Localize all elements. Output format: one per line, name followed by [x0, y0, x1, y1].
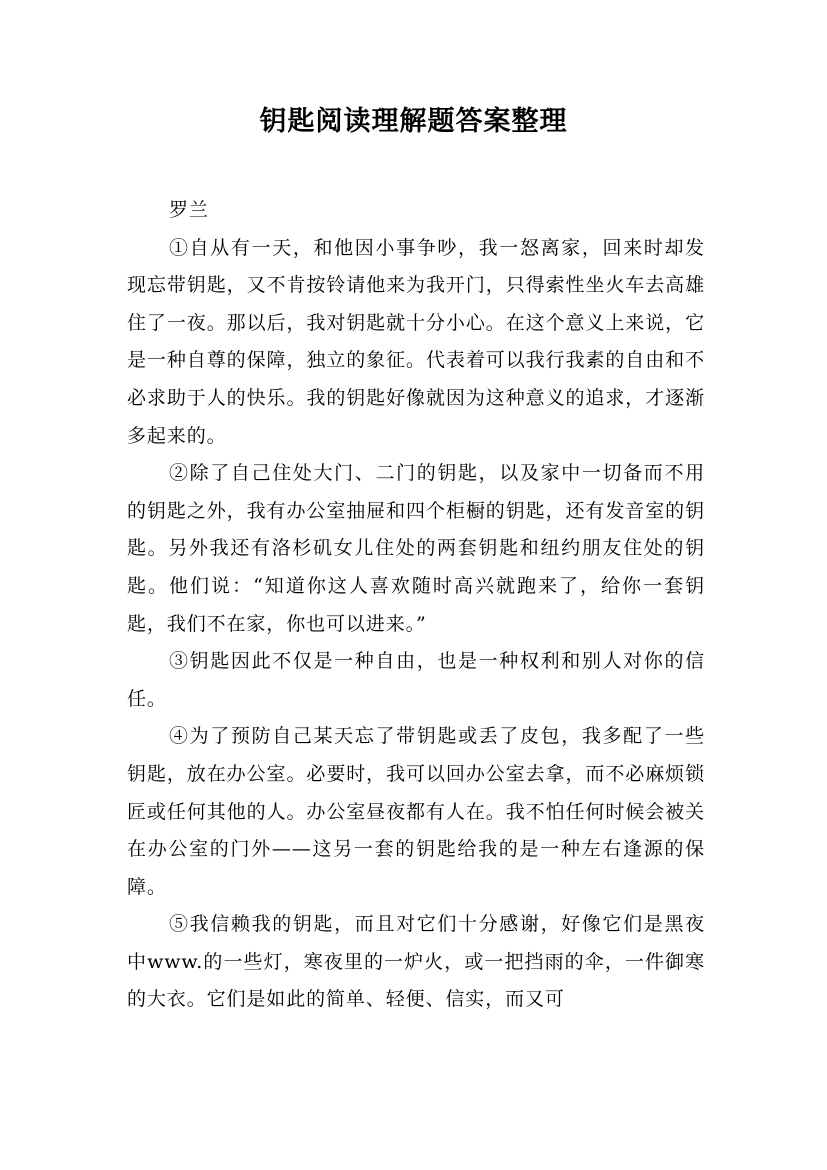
- paragraph-2: ②除了自己住处大门、二门的钥匙，以及家中一切备而不用的钥匙之外，我有办公室抽屉和四个柜橱的钥匙，还有发音室的钥匙。另外我还有洛杉矶女儿住处的两套钥匙和纽约朋友住处的钥匙。他们说：“知道你这人喜欢随时高兴就跑来了，给你一套钥匙，我们不在家，你也可以进来。”: [127, 462, 705, 635]
- paragraph-1: ①自从有一天，和他因小事争吵，我一怒离家，回来时却发现忘带钥匙，又不肯按铃请他来为我开门，只得索性坐火车去高雄住了一夜。那以后，我对钥匙就十分小心。在这个意义上来说，它是一种自尊的保障，独立的象征。代表着可以我行我素的自由和不必求助于人的快乐。我的钥匙好像就因为这种意义的追求，才逐渐多起来的。: [127, 236, 705, 447]
- paragraph-5: ⑤我信赖我的钥匙，而且对它们十分感谢，好像它们是黑夜中www.的一些灯，寒夜里的一炉火，或一把挡雨的伞，一件御寒的大衣。它们是如此的简单、轻便、信实，而又可: [127, 913, 705, 1011]
- paragraph-4: ④为了预防自己某天忘了带钥匙或丢了皮包，我多配了一些钥匙，放在办公室。必要时，我可以回办公室去拿，而不必麻烦锁匠或任何其他的人。办公室昼夜都有人在。我不怕任何时候会被关在办公室的门外——这另一套的钥匙给我的是一种左右逢源的保障。: [127, 725, 705, 898]
- article-body: [127, 192, 705, 1019]
- author-name: 罗兰: [169, 199, 209, 221]
- document-title: 钥匙阅读理解题答案整理: [259, 106, 568, 137]
- paragraph-3: ③钥匙因此不仅是一种自由，也是一种权利和别人对你的信任。: [127, 650, 705, 710]
